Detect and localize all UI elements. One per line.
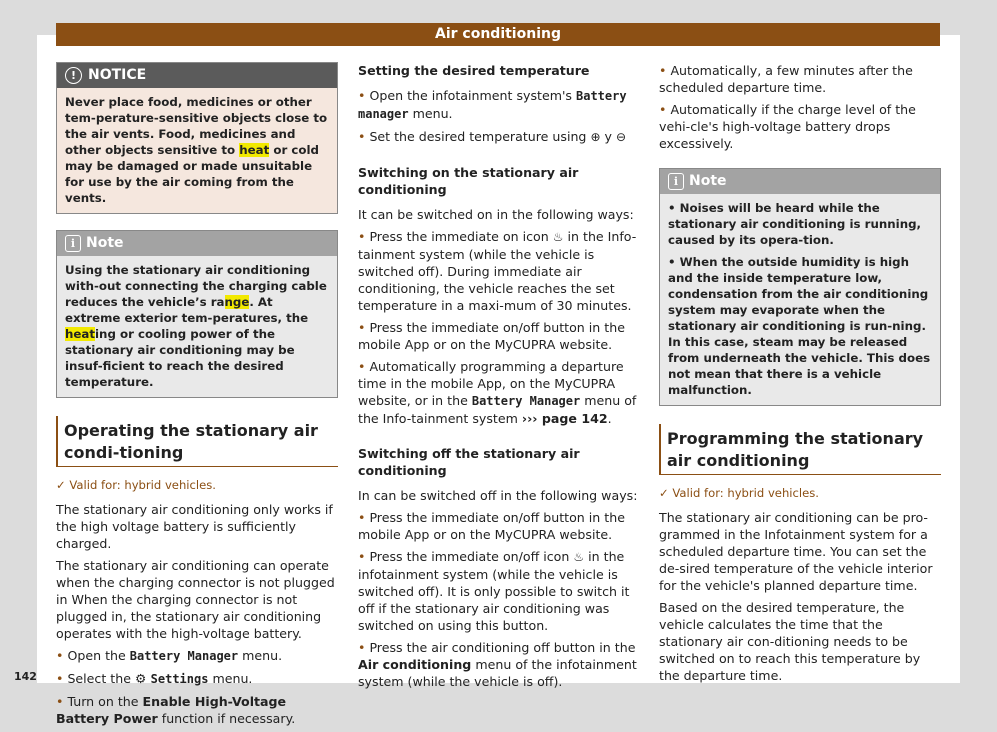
info-icon: i: [668, 173, 684, 190]
list-item: • Turn on the Enable High-Voltage Battery Power function if necessary.: [56, 693, 338, 727]
search-highlight: nge: [224, 295, 250, 309]
paragraph: Based on the desired temperature, the vehicle calculates the time that the stationary air con-ditioning needs to be switched on to reach this temperature by the departure time.: [659, 600, 921, 683]
section-title: Programming the stationary air conditioning: [659, 424, 941, 475]
list-item: • Open the Battery Manager menu.: [56, 647, 338, 665]
menu-reference: Battery Manager: [129, 649, 239, 663]
subheading: Switching off the stationary air conditioning: [358, 446, 580, 478]
list-item: • Automatically programming a departure time in the mobile App, on the MyCUPRA website, or in the Battery Manager menu of the Info-tainment system ››› page 142.: [358, 358, 640, 427]
list-item: • Press the immediate on icon ♨ in the Info-tainment system (while the vehicle is switched off). During immediate air conditioning, the vehicle reaches the set temperature in a maxi-mum of 30 minutes.: [358, 228, 640, 314]
list-item: • Press the immediate on/off button in the mobile App or on the MyCUPRA website.: [358, 319, 640, 353]
list-item: • Select the ⚙ Settings menu.: [56, 670, 338, 688]
paragraph: The stationary air conditioning can be pro-grammed in the Infotainment system for a scheduled departure time. You can set the de-sired temperature of the vehicle interior for the vehicle's planned departure time.: [659, 510, 933, 593]
menu-reference: Settings: [150, 672, 209, 686]
menu-reference: Battery manager: [358, 89, 627, 121]
list-item: • Automatically, a few minutes after the scheduled departure time.: [659, 62, 941, 96]
list-item: • Press the air conditioning off button in the Air conditioning menu of the infotainment system (while the vehicle is off).: [358, 639, 640, 690]
paragraph: In can be switched off in the following ways:: [358, 488, 638, 503]
section-title: Operating the stationary air condi-tioning: [56, 416, 338, 467]
search-highlight: heat: [65, 327, 95, 341]
exclamation-circle-icon: !: [65, 67, 82, 84]
column-1: [56, 62, 338, 732]
column-2: [358, 62, 640, 695]
info-icon: i: [65, 235, 81, 252]
plus-circle-icon: ⊕: [590, 130, 601, 144]
gear-icon: ⚙: [134, 671, 151, 686]
paragraph: It can be switched on in the following ways:: [358, 207, 634, 222]
list-item: • Press the immediate on/off button in the mobile App or on the MyCUPRA website.: [358, 509, 640, 543]
chapter-title-bar: Air conditioning: [56, 23, 940, 46]
list-item: • Automatically if the charge level of the vehi-cle's high-voltage battery drops excessively.: [659, 101, 941, 152]
menu-reference: Battery Manager: [471, 394, 581, 408]
validity-note: ✓ Valid for: hybrid vehicles.: [56, 478, 216, 492]
list-item: • Open the infotainment system's Battery manager menu.: [358, 87, 640, 123]
page-link[interactable]: ››› page 142: [521, 411, 608, 426]
note-text: Using the stationary air conditioning with-out connecting the charging cable reduces the vehicle’s range. At extreme exterior tem-peratures, the heating or cooling power of the stationary air conditioning may be insuf-ficient to reach the desired temperature.: [57, 256, 337, 397]
list-item: • Set the desired temperature using ⊕ y ⊖: [358, 128, 640, 146]
column-3: [659, 62, 941, 689]
page-number: 142: [14, 670, 37, 683]
notice-title: NOTICE: [88, 67, 147, 83]
note-text: • Noises will be heard while the stationary air conditioning is running, caused by its opera-tion. • When the outside humidity is high and the inside temperature low, condensation from the air conditioning system may evaporate when the stationary air conditioning is run-ning. In this case, steam may be released from underneath the vehicle. This does not mean that there is a vehicle malfunction.: [660, 194, 940, 405]
subheading: Setting the desired temperature: [358, 63, 590, 78]
note-box: [56, 230, 338, 398]
note-title: Note: [689, 173, 727, 189]
paragraph: The stationary air conditioning can operate when the charging connector is not plugged in When the charging connector is not plugged in, the stationary air conditioning operates with the high-voltage battery.: [56, 558, 335, 641]
search-highlight: heat: [239, 143, 270, 157]
notice-text: Never place food, medicines or other tem-perature-sensitive objects close to the air vents. Food, medicines and other objects sensitive to heat or cold may be damaged or made unsuitable for use by the air coming from the vents.: [57, 88, 337, 213]
immediate-ac-icon: ♨: [552, 230, 564, 244]
note-title: Note: [86, 235, 124, 251]
list-item: • Press the immediate on/off icon ♨ in the infotainment system (while the vehicle is switched off). It is only possible to switch it off if the stationary air conditioning was switched on using this button.: [358, 548, 640, 634]
immediate-ac-icon: ♨: [573, 550, 585, 564]
paragraph: The stationary air conditioning only works if the high voltage battery is sufficiently charged.: [56, 502, 333, 551]
validity-note: ✓ Valid for: hybrid vehicles.: [659, 486, 819, 500]
minus-circle-icon: ⊖: [615, 130, 627, 144]
note-box: [659, 168, 941, 406]
notice-box: [56, 62, 338, 214]
subheading: Switching on the stationary air conditioning: [358, 165, 579, 197]
